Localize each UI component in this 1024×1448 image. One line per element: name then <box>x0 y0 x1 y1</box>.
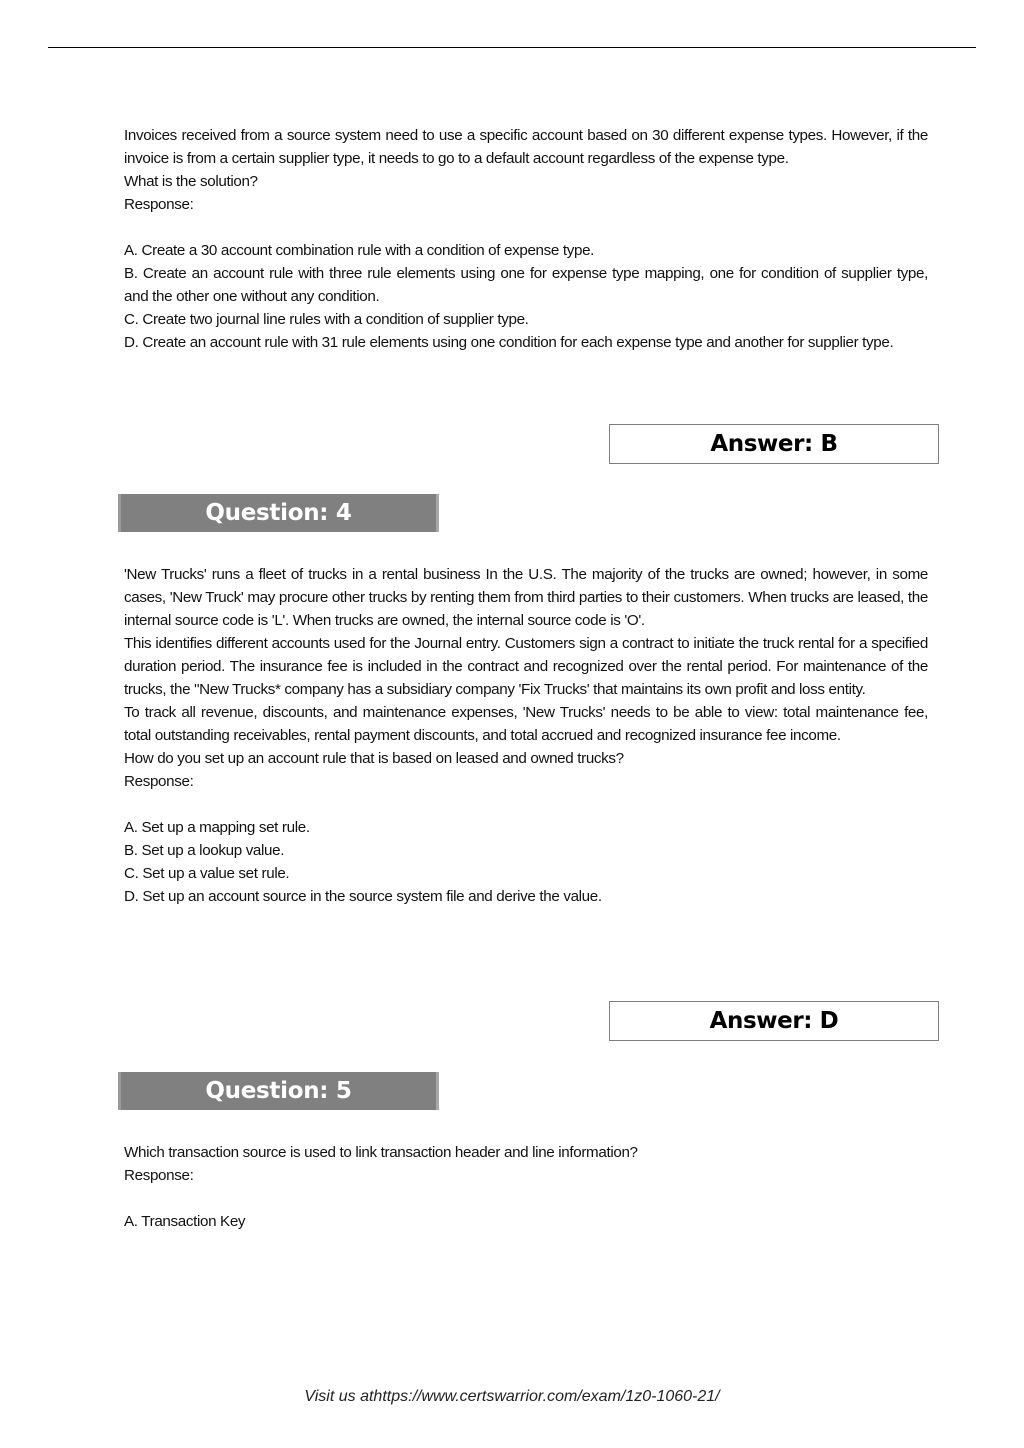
question-4-paragraph-1: 'New Trucks' runs a fleet of trucks in a rental business In the U.S. The majority of the trucks are owned; however, in some cases, 'New Truck' may procure other trucks by renting them from third parties to their customers. When trucks are leased, the internal source code is 'L'. When trucks are owned, the internal source code is 'O'. <box>124 566 928 629</box>
question-3-answer-box <box>609 424 939 464</box>
question-5-banner <box>118 1072 439 1110</box>
spacer <box>124 1187 928 1210</box>
footer-link-text[interactable]: Visit us athttps://www.certswarrior.com/exam/1z0-1060-21/ <box>304 1388 720 1405</box>
question-3-response-label: Response: <box>124 196 194 213</box>
question-3-option-c: C. Create two journal line rules with a condition of supplier type. <box>124 311 529 328</box>
question-5-body <box>124 1141 928 1233</box>
question-3-option-a: A. Create a 30 account combination rule with a condition of expense type. <box>124 242 595 259</box>
question-3-prompt: What is the solution? <box>124 173 258 190</box>
question-4-heading: Question: 4 <box>205 500 352 526</box>
question-4-body <box>124 563 928 908</box>
question-4-paragraph-2: This identifies different accounts used for the Journal entry. Customers sign a contract to initiate the truck rental for a specified duration period. The insurance fee is included in the contract and recognized over the rental period. For maintenance of the trucks, the "New Trucks* company has a subsidiary company 'Fix Trucks' that maintains its own profit and loss entity. <box>124 635 928 698</box>
question-3-option-d: D. Create an account rule with 31 rule elements using one condition for each expense type and another for supplier type. <box>124 334 894 351</box>
question-5-response-label: Response: <box>124 1167 194 1184</box>
spacer <box>124 216 928 239</box>
question-3-stem: Invoices received from a source system need to use a specific account based on 30 different expense types. However, if the invoice is from a certain supplier type, it needs to go to a default account regardless of the expense type. <box>124 127 928 167</box>
question-4-prompt: How do you set up an account rule that is based on leased and owned trucks? <box>124 750 624 767</box>
question-3-body <box>124 124 928 354</box>
question-5-heading: Question: 5 <box>205 1078 352 1104</box>
question-4-option-b: B. Set up a lookup value. <box>124 842 285 859</box>
question-4-banner <box>118 494 439 532</box>
question-4-option-d: D. Set up an account source in the source system file and derive the value. <box>124 888 602 905</box>
question-5-option-a: A. Transaction Key <box>124 1213 246 1230</box>
header-divider <box>48 47 976 48</box>
spacer <box>124 793 928 816</box>
question-4-answer-box <box>609 1001 939 1041</box>
question-3-answer: Answer: B <box>710 431 838 457</box>
question-3-option-b: B. Create an account rule with three rule elements using one for expense type mapping, one for condition of supplier type, and the other one without any condition. <box>124 265 928 305</box>
question-4-response-label: Response: <box>124 773 194 790</box>
question-4-paragraph-3: To track all revenue, discounts, and maintenance expenses, 'New Trucks' needs to be able to view: total maintenance fee, total outstanding receivables, rental payment discounts, and total accrued and recognized insurance fee income. <box>124 704 928 744</box>
question-4-option-a: A. Set up a mapping set rule. <box>124 819 310 836</box>
question-5-stem: Which transaction source is used to link transaction header and line information? <box>124 1144 638 1161</box>
question-4-option-c: C. Set up a value set rule. <box>124 865 290 882</box>
question-4-answer: Answer: D <box>709 1008 839 1034</box>
